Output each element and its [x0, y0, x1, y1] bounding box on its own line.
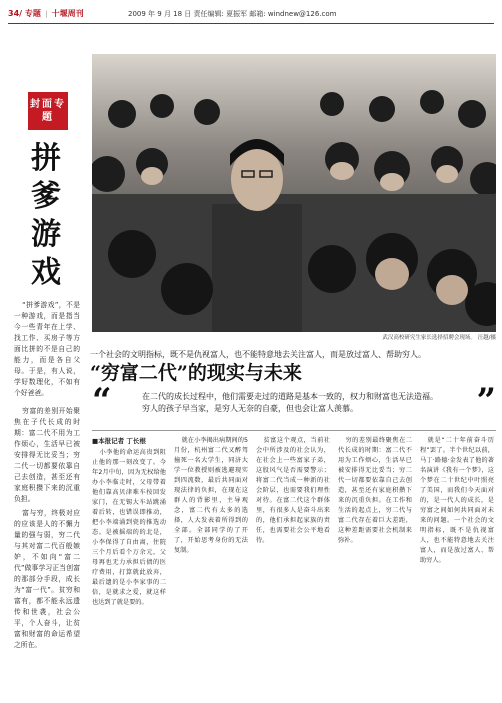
sidebar-para-3: 富与穷，终极对应的应该是人的不懈力量的强与弱，穷二代与其对富二代百般嫉妒，不如向“富二代”做事学习正当创富的那部分手段，成长为“富一代”。贫穷和富有，都不能永远遗传和世袭，社会公平，个人奋斗，让贫富和财富的命运希望之所在。: [14, 509, 80, 649]
header-meta: 2009 年 9 月 18 日 责任编辑: 夏振军 邮箱: windnew@126.com: [128, 10, 337, 18]
header-rule: [8, 23, 494, 24]
article-kicker: 一个社会的文明指标，既不是仇视富人，也不能特意地去关注富人，而是放过富人、帮助穷人。: [90, 350, 426, 359]
close-quote-mark: ”: [476, 381, 496, 421]
sidebar-para-2: 穷富的差别开始聚焦在子代长成的时期：富二代不用为工作烦心，生活早已被安排得无比妥当；穷二代一切都要依靠自己去创造，甚至还有家庭积攒下来的沉重负担。: [14, 407, 80, 503]
article-column-4: [338, 436, 412, 698]
column-text: 穷的差别最终聚焦在二代长成的时期：富二代不用为工作烦心，生活早已被安排得无比妥当；穷二代一切都要依靠自己去创造，甚至还有家庭积攒下来的沉重负担。在工作和生活的起点上，穷二代与富二代存在着巨大差距，这种差距需要社会机制来弥补。: [338, 437, 412, 544]
paper-name: 十堰周刊: [51, 9, 84, 18]
cover-title: 拼爹游戏: [31, 141, 61, 290]
article-body: [92, 436, 496, 698]
byline: ■本报记者 丁长根: [92, 437, 146, 445]
article-column-1: [92, 436, 166, 698]
photo-caption: 武汉高校研究生家长选择招聘会现场。 汪越/摄: [382, 335, 496, 341]
crowd-photo-illustration: [92, 54, 496, 332]
pull-quote: [92, 381, 496, 424]
open-quote-mark: “: [92, 381, 112, 421]
article-column-3: [256, 436, 330, 698]
column-text: 就在小李揭出病期间的5月份，杭州富二代又醉驾撞死一名大学生，同济大学一位教授则被逃避现实到四流数，最后共同面对现法律的负担，在现在这群人的背影里，主导观念，富二代有太多的选择，人大发表着所得到的全部。全部同学的了开了，开始思考身份的无法复制。: [174, 437, 248, 554]
page-header: [8, 6, 496, 22]
article-column-2: [174, 436, 248, 698]
cover-topic-badge: 封面专题: [28, 92, 68, 130]
article-headline: “穷富二代”的现实与未来: [90, 362, 302, 384]
hero-photo: [92, 54, 496, 332]
column-text: 小李他的命运高贵到阻止他的那一刻改变了。今年2月中旬，因为无权给他办小李临走时，父母带着他们靠高贝津难车按回发家门，在无锡大车站跳涌着后转，也错误即推动，把小李端涌到瓷的推选动态。是被摇端的的北是，小李保得了自由离，住院三个月后看个万余元，父母再也无力承担后债的医疗费用，打算就此放弃，最后遗的是小李家事的二倍，是就求之爱，就这样也达到了就是要的。: [92, 449, 166, 606]
article-rule: [92, 430, 496, 431]
article-column-5: [420, 436, 494, 698]
column-text: 就是“二十年前奋斗历程”罢了。半个世纪以前，马丁·路德·金发表了他的著名演讲《我有一个梦》，这个梦在二十世纪中叶照亮了美国，而我们今天面对的，是一代人的成长，是穷富之间如何共同面对未来的问题。一个社会的文明指标，既不是仇视富人，也不能特意地去关注富人，而是放过富人、帮助穷人。: [420, 437, 494, 564]
column-text: 贫富这个观点，当前社会中所涉及的社会认为，在社会上一些富家子弟，这股风气是否需要警示；将富二代当成一种新的社会阶层，也需要我们理性对待。在富二代这个群体里，有很多人是奋斗出来的，他们承担起家族的责任，也需要社会公平地看待。: [256, 437, 330, 544]
sidebar-intro: “拼爹游戏”，不是一种游戏，而是指当今一些青年在上学、找工作、买房子等方面比拼的不是自己的能力，而是各自父母。于是，有人说，学好数理化，不如有个好爸爸。: [14, 301, 80, 397]
page-section: 34/ 专题: [8, 9, 41, 18]
sidebar: [8, 28, 84, 698]
header-separator: |: [45, 10, 48, 18]
pull-quote-text: 在二代的成长过程中，他们需要走过的道路是基本一致的，权力和财富也无法造福。穷人的孩子早当家，是穷人无奈的自豪，但也会让富人羡慕。: [142, 392, 438, 413]
